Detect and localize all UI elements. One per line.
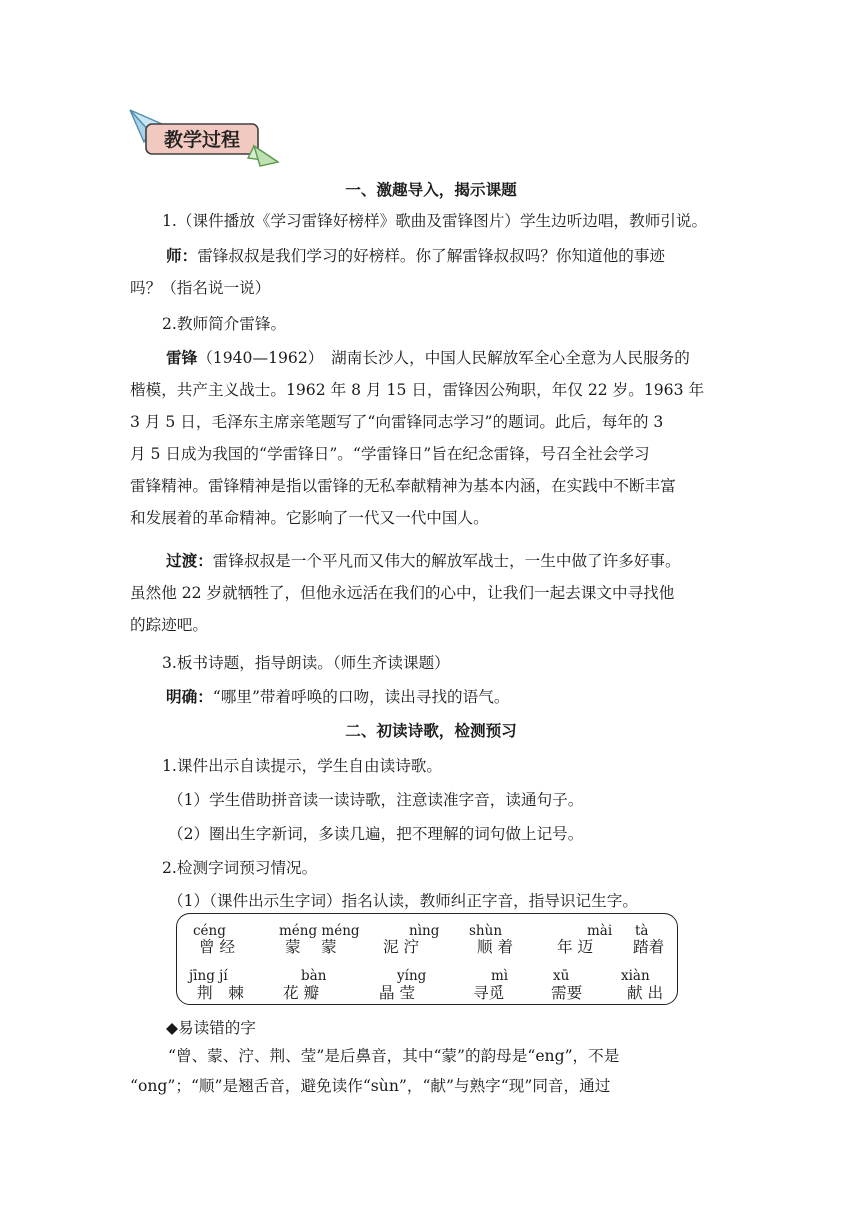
pinyin: yíng (397, 968, 427, 984)
section1-item3: 3.板书诗题，指导朗读。（师生齐读课题） (162, 654, 450, 672)
word: 年 迈 (557, 938, 594, 956)
section2-item1: 1.课件出示自读提示，学生自由读诗歌。 (162, 757, 442, 775)
clarify-label: 明确： (166, 687, 213, 706)
bio-line2: 楷模，共产主义战士。1962 年 8 月 15 日，雷锋因公殉职，年仅 22 岁。1963 年 (130, 381, 705, 399)
leifeng-bio-paragraph (130, 347, 732, 539)
word: 花 瓣 (283, 984, 320, 1002)
word: 晶 莹 (379, 984, 416, 1002)
pinyin: shùn (469, 923, 503, 939)
pinyin: jīng jí (189, 968, 228, 984)
section2-item1-sub1: （1）学生借助拼音读一读诗歌，注意读准字音，读通句子。 (168, 791, 584, 809)
section2-item2: 2.检测字词预习情况。 (162, 859, 318, 877)
clarify-paragraph (130, 686, 768, 708)
section2-heading: 二、初读诗歌，检测预习 (345, 721, 517, 740)
word: 曾 经 (199, 938, 236, 956)
tip-line1: “曾、蒙、泞、荆、莹”是后鼻音，其中“蒙”的韵母是“eng”，不是 (168, 1047, 620, 1065)
bio-line6: 和发展着的革命精神。它影响了一代又一代中国人。 (130, 509, 489, 527)
clarify-text: “哪里”带着呼唤的口吻，读出寻找的语气。 (212, 688, 510, 706)
word: 顺 着 (477, 938, 514, 956)
pinyin: nìng (409, 923, 440, 939)
word: 蒙 蒙 (285, 938, 337, 956)
section1-heading: 一、激趣导入，揭示课题 (345, 180, 517, 199)
bio-line1: （1940—1962） 湖南长沙人，中国人民解放军全心全意为人民服务的 (197, 349, 690, 367)
vocabulary-box (176, 913, 678, 1005)
teacher-line1: 雷锋叔叔是我们学习的好榜样。你了解雷锋叔叔吗？你知道他的事迹 (197, 247, 666, 265)
section2-item1-sub2: （2）圈出生字新词，多读几遍，把不理解的词句做上记号。 (168, 825, 584, 843)
tip-line2: “ong”；“顺”是翘舌音，避免读作“sùn”，“献”与熟字“现”同音，通过 (130, 1077, 611, 1095)
banner-label: 教学过程 (163, 129, 241, 151)
bio-line3: 3 月 5 日，毛泽东主席亲笔题写了“向雷锋同志学习”的题词。此后，每年的 3 (130, 413, 664, 431)
word: 需要 (551, 984, 583, 1002)
pinyin: xū (553, 968, 570, 984)
leifeng-label: 雷锋 (166, 348, 198, 367)
teacher-label: 师： (166, 246, 198, 265)
word: 寻觅 (473, 984, 505, 1002)
transition-line3: 的踪迹吧。 (130, 616, 208, 634)
tip-paragraph (130, 1045, 732, 1107)
tip-heading: ◆易读错的字 (166, 1019, 256, 1037)
bio-line4: 月 5 日成为我国的“学雷锋日”。“学雷锋日”旨在纪念雷锋，号召全社会学习 (130, 445, 650, 463)
bio-line5: 雷锋精神。雷锋精神是指以雷锋的无私奉献精神为基本内涵，在实践中不断丰富 (130, 477, 676, 495)
pinyin: mì (491, 968, 509, 984)
teacher-line2: 吗？（指名说一说） (130, 279, 271, 297)
pinyin: tà (635, 923, 649, 939)
word: 泥 泞 (383, 938, 420, 956)
transition-line1: 雷锋叔叔是一个平凡而又伟大的解放军战士，一生中做了许多好事。 (212, 552, 681, 570)
section1-item2: 2.教师简介雷锋。 (162, 315, 287, 333)
transition-label: 过渡： (166, 551, 213, 570)
word: 献 出 (627, 984, 664, 1002)
section1-item1: 1.（课件播放《学习雷锋好榜样》歌曲及雷锋图片）学生边听边唱，教师引说。 (162, 212, 708, 230)
pinyin: mài (587, 923, 613, 939)
transition-line2: 虽然他 22 岁就牺牲了，但他永远活在我们的心中，让我们一起去课文中寻找他 (130, 584, 675, 602)
pinyin: céng (193, 923, 226, 939)
teacher-intro-paragraph (130, 245, 732, 309)
transition-paragraph (130, 550, 732, 646)
word: 荆 棘 (197, 984, 244, 1002)
pinyin: méng méng (279, 923, 360, 939)
teaching-process-banner (128, 104, 284, 168)
pinyin: bàn (301, 968, 327, 984)
pinyin: xiàn (621, 968, 650, 984)
word: 踏着 (633, 938, 665, 956)
section2-item2-sub1: （1）（课件出示生字词）指名认读，教师纠正字音，指导识记生字。 (168, 892, 638, 910)
